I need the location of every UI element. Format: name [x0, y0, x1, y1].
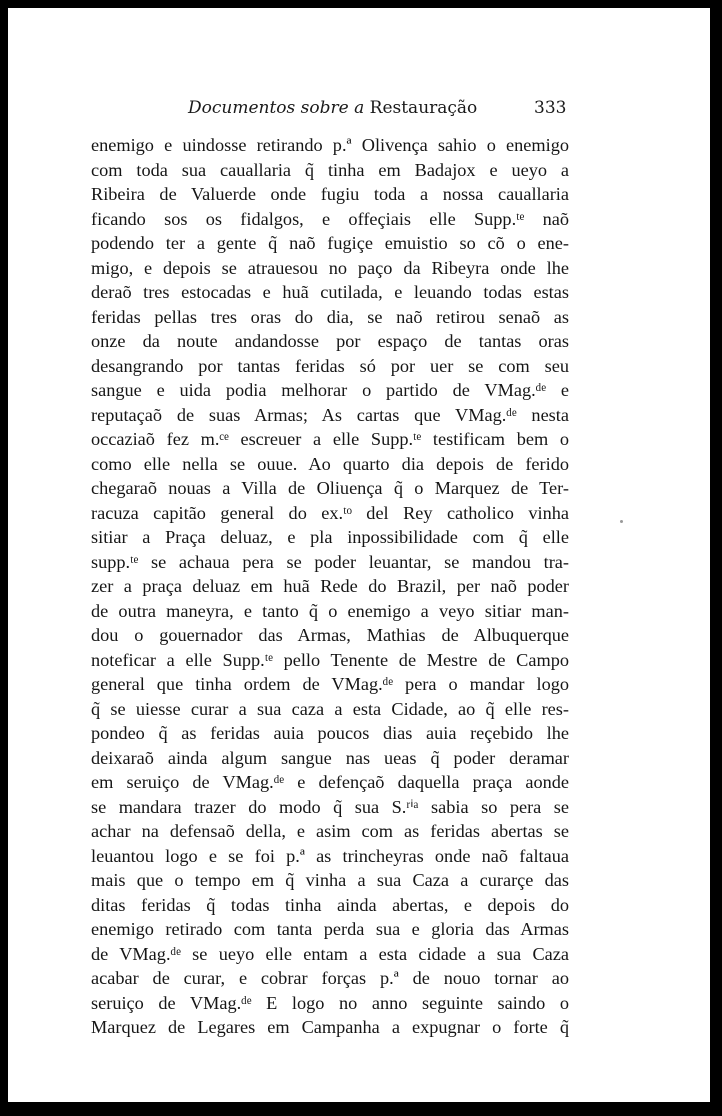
text-line: reputaçaõ de suas Armas; As cartas que VMag.ᵈᵉ nesta	[91, 404, 569, 425]
text-line: podendo ter a gente q̃ naõ fugiçe emuistio so cõ o ene-	[91, 233, 569, 253]
text-line: de outra maneyra, e tanto q̃ o enemigo a veyo sitiar man-	[91, 600, 569, 621]
text-line: como elle nella se ouue. Ao quarto dia depois de ferido	[91, 453, 569, 474]
text-line: desangrando por tantas feridas só por uer se com seu	[91, 355, 569, 376]
text-line: pondeo q̃ as feridas auia poucos dias auia reçebido lhe	[91, 723, 569, 743]
text-line: mais que o tempo em q̃ vinha a sua Caza a curarçe das	[91, 870, 569, 890]
running-title-part3: Restauração	[369, 98, 478, 118]
text-line: zer a praça deluaz em huã Rede do Brazil, per naõ poder	[91, 576, 569, 596]
text-line: ficando sos os fidalgos, e offeçiais elle Supp.ᵗᵉ naõ	[91, 208, 569, 229]
text-line: se mandara trazer do modo q̃ sua S.ʳⁱᵃ sabia so pera se	[91, 796, 569, 817]
text-line: com toda sua cauallaria q̃ tinha em Badajox e ueyo a	[91, 159, 569, 180]
text-line: achar na defensaõ della, e asim com as feridas abertas se	[91, 821, 569, 841]
text-line: leuantou logo e se foi p.ª as trincheyras onde naõ faltaua	[91, 845, 569, 866]
text-line: de VMag.ᵈᵉ se ueyo elle entam a esta cidade a sua Caza	[91, 943, 569, 964]
text-line: onze da noute andandosse por espaço de tantas oras	[91, 331, 569, 351]
text-line: noteficar a elle Supp.ᵗᵉ pello Tenente de Mestre de Campo	[91, 649, 569, 670]
text-line: enemigo retirado com tanta perda sua e gloria das Armas	[91, 919, 569, 939]
text-line: feridas pellas tres oras do dia, se naõ retirou senaõ as	[91, 306, 569, 327]
text-line: supp.ᵗᵉ se achaua pera se poder leuantar, se mandou tra-	[91, 551, 569, 572]
text-line: dou o gouernador das Armas, Mathias de Albuquerque	[91, 625, 569, 645]
text-line: general que tinha ordem de VMag.ᵈᵉ pera o mandar logo	[91, 674, 569, 694]
text-line: q̃ se uiesse curar a sua caza a esta Cidade, ao q̃ elle res-	[91, 698, 569, 719]
text-line: em seruiço de VMag.ᵈᵉ e defençaõ daquella praça aonde	[91, 772, 569, 792]
text-line: occaziaõ fez m.ᶜᵉ escreuer a elle Supp.ᵗᵉ testificam bem o	[91, 429, 569, 449]
scanned-page	[8, 8, 710, 1102]
text-line: ditas feridas q̃ todas tinha ainda abertas, e depois do	[91, 894, 569, 915]
text-line: sitiar a Praça deluaz, e pla inpossibilidade com q̃ elle	[91, 527, 569, 547]
scan-speck	[620, 520, 623, 523]
text-line: enemigo e uindosse retirando p.ª Olivença sahio o enemigo	[91, 135, 569, 155]
text-line: chegaraõ nouas a Villa de Oliuença q̃ o Marquez de Ter-	[91, 478, 569, 498]
text-line: acabar de curar, e cobrar forças p.ª de nouo tornar ao	[91, 968, 569, 988]
page-number: 333	[534, 98, 567, 118]
text-line: Ribeira de Valuerde onde fugiu toda a nossa cauallaria	[91, 184, 569, 204]
running-title	[188, 98, 477, 118]
body-text	[91, 133, 569, 1040]
text-line: racuza capitão general do ex.ᵗᵒ del Rey catholico vinha	[91, 502, 569, 523]
text-line: migo, e depois se atrauesou no paço da Ribeyra onde lhe	[91, 257, 569, 278]
text-line: Marquez de Legares em Campanha a expugnar o forte q̃	[91, 1017, 569, 1037]
text-line: sangue e uida podia melhorar o partido de VMag.ᵈᵉ e	[91, 380, 569, 400]
running-title-part2: a	[354, 98, 365, 118]
page-header	[8, 96, 710, 126]
running-title-part1: Documentos sobre	[188, 98, 349, 118]
text-line: deraõ tres estocadas e huã cutilada, e leuando todas estas	[91, 282, 569, 302]
text-line: deixaraõ ainda algum sangue nas ueas q̃ poder deramar	[91, 747, 569, 768]
text-line: seruiço de VMag.ᵈᵉ E logo no anno seguinte saindo o	[91, 992, 569, 1013]
